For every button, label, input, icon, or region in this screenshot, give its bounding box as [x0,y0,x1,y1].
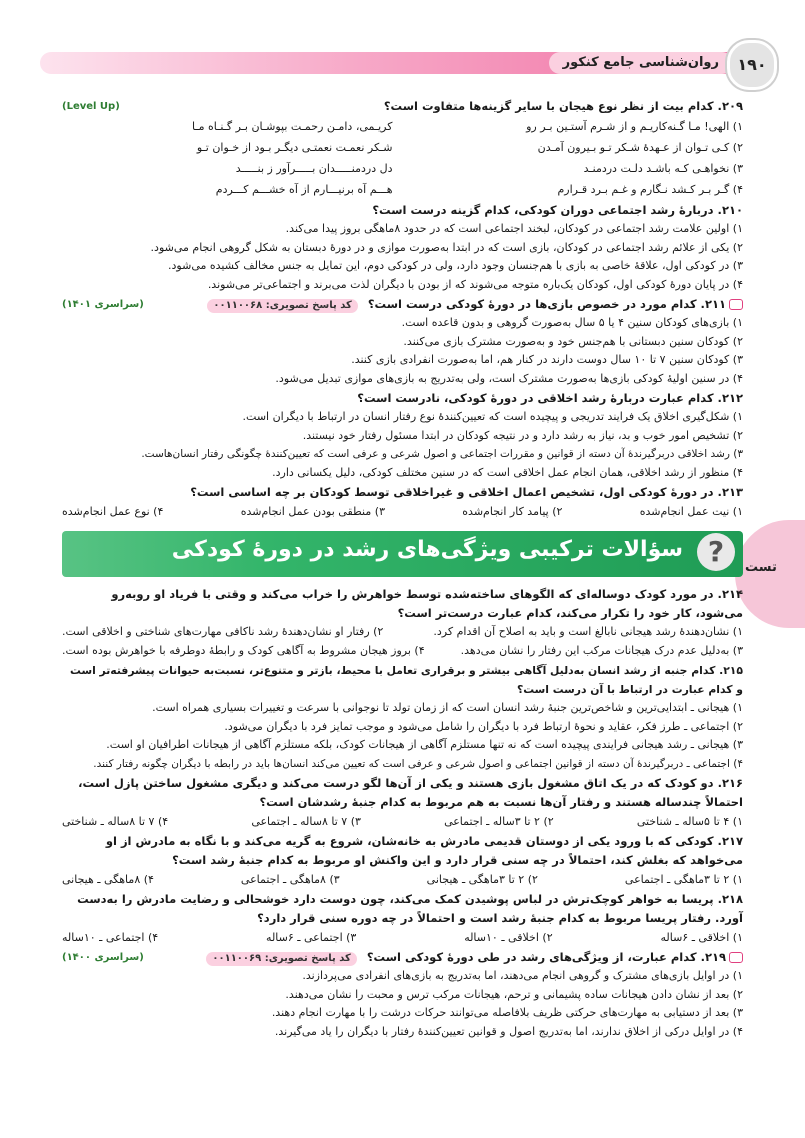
option: ۳) ۷ تا ۸ساله ـ اجتماعی [251,815,361,828]
option: ۳) رشد اخلاقی دربرگیرندهٔ آن دسته از قوانین و مقررات اجتماعی و اصول شرعی و عرفی است که تعیین‌کنندهٔ چگونگی رفتار انسان‌هاست. [141,448,743,460]
option: ۱) بازی‌های کودکان سنین ۴ یا ۵ سال به‌صورت گروهی و بدون قاعده است. [401,316,743,329]
page-number: ۱۹۰ [727,40,777,90]
question-211 [62,295,743,314]
question-215: ۲۱۵. کدام جنبه از رشد انسان به‌دلیل آگاهی بیشتر و برقراری تعامل با محیط، بازتر و متنوع‌تر، نسبت‌به حیوانات پیشرفته‌تر است و کدام عبارت در ارتباط با آن درست است؟ [70,664,743,696]
source-badge: (سراسری ۱۴۰۰) [62,952,144,963]
option: ۲) تشخیص امور خوب و بد، نیاز به رشد دارد و در نتیجه کودکان در ابتدا مسئول رفتار خود نیستند. [302,428,743,442]
side-tab [735,520,805,628]
option: ۳) هیجانی ـ رشد هیجانی فرایندی پیچیده است که نه تنها مستلزم آگاهی از هیجانات کودک، بلکه مستلزم آگاهی از هیجانات اطرافیان او است. [106,738,743,751]
option-second-hemistich: کریـمی، دامـن رحمـت بپوشـان بـر گـنـاه مـا [192,120,393,133]
option: ۲) یکی از علائم رشد اجتماعی در کودکان، بازی است که در ابتدا به‌صورت موازی و در دورهٔ دبستان به شکل گروهی انجام می‌شود. [150,240,743,254]
option: ۳) منطقی بودن عمل انجام‌شده [240,505,385,518]
option: ۳) بعد از دستیابی به مهارت‌های حرکتی ظریف بلافاصله می‌توانند حرکات درشت را با مهارت انجام دهند. [271,1006,743,1019]
question-text: ۲۱۹. کدام عبارت، از ویژگی‌های رشد در طی دورهٔ کودکی است؟ [366,950,726,964]
option: ۱) ۴ تا ۵ساله ـ شناختی [636,815,743,828]
option: ۳) در کودکی اول، علاقهٔ خاصی به بازی با هم‌جنسان وجود دارد، ولی در کودکی دوم، این تمایل به جنس مخالف کشیده می‌شود. [168,259,743,272]
option: ۳) اجتماعی ـ ۶ساله [266,931,357,944]
option: ۲) کـی تـوان از عـهدهٔ شـکر تـو بـیرون آمـدن [537,141,743,154]
answer-code-badge[interactable]: کد پاسخ تصویری: ۰۰۱۱۰۰۶۹ [206,952,356,966]
source-badge: (سراسری ۱۴۰۱) [62,299,144,310]
option-second-hemistich: شـکر نعمـت نعمتـی دیگـر بـود از خـوان تـو [196,141,393,154]
options-row [62,928,743,947]
option: ۴) اجتماعی ـ ۱۰ساله [62,931,159,944]
option: ۴) نوع عمل انجام‌شده [62,505,164,518]
option: ۱) اولین علامت رشد اجتماعی در کودکان، لبخند اجتماعی است که در حدود ۸ماهگی بروز پیدا می‌کند. [285,222,743,235]
question-210: ۲۱۰. دربارهٔ رشد اجتماعی دوران کودکی، کدام گزینه درست است؟ [372,203,743,217]
section-banner [62,531,743,577]
question-219 [62,948,743,967]
question-mark-icon: ? [697,533,735,571]
options-row [62,623,743,642]
option: ۴) ۷ تا ۸ساله ـ شناختی [62,815,169,828]
option: ۱) نشان‌دهندهٔ رشد هیجانی نابالغ است و باید به اصلاح آن اقدام کرد. [433,625,743,638]
option: ۴) منظور از رشد اخلاقی، همان انجام عمل اخلاقی است که در سنین مختلف کودکی، دلیل یکسانی دارد. [272,465,743,479]
question-218: ۲۱۸. پریسا به خواهر کوچک‌ترش در لباس پوشیدن کمک می‌کند، چون دوست دارد خوشحالی و رضایت مادرش را به‌دست آورد. رفتار پریسا مربوط به کدام جنبهٔ رشد است و احتمالاً در چه دوره سنی قرار دارد؟ [77,892,743,925]
option: ۱) ۲ تا ۳ماهگی ـ اجتماعی [624,873,743,886]
option: ۲) ۲ تا ۳ساله ـ اجتماعی [444,815,554,828]
question-212: ۲۱۲. کدام عبارت دربارهٔ رشد اخلاقی در دورهٔ کودکی، نادرست است؟ [357,391,743,405]
question-text: ۲۱۱. کدام مورد در خصوص بازی‌ها در دورهٔ کودکی درست است؟ [367,297,726,311]
option: ۳) نخواهـی کـه باشـد دلـت دردمنـد [583,162,743,175]
option-second-hemistich: دل دردمنـــــدان بـــــرآور ز بنـــــد [235,162,393,175]
option: ۳) به‌دلیل عدم درک هیجانات مرکب این رفتار را نشان می‌دهد. [460,643,743,657]
level-badge: (Level Up) [62,101,120,112]
video-icon[interactable] [729,952,743,963]
option: ۲) پیامد کار انجام‌شده [462,505,563,518]
option-second-hemistich: هـــم آه برنیـــارم از آه خشـــم کـــردم [215,183,393,196]
section-title: سؤالات ترکیبی ویژگی‌های رشد در دورهٔ کودکی [171,537,683,562]
options-row [62,642,743,661]
option: ۴) در پایان دورهٔ کودکی اول، کودکان یک‌باره متوجه می‌شوند که از بودن با دیگران لذت می‌برند و اجتماعی‌تر می‌شوند. [207,277,743,291]
question-209 [62,97,743,116]
option: ۲) رفتار او نشان‌دهندهٔ رشد ناکافی مهارت‌های شناختی و اخلاقی است. [62,625,384,638]
option: ۱) شکل‌گیری اخلاق یک فرایند تدریجی و پیچیده است که تعیین‌کنندهٔ نوع رفتار انسان در ارتباط با دیگران است. [242,410,743,423]
question-text: ۲۰۹. کدام بیت از نظر نوع هیجان با سایر گزینه‌ها متفاوت است؟ [383,99,743,113]
option: ۱) هیجانی ـ ابتدایی‌ترین و شاخص‌ترین جنبهٔ رشد انسان است که از زمان تولد تا نوجوانی با سرعت و تغییرات بسیاری همراه است. [152,701,743,714]
option: ۲) اخلاقی ـ ۱۰ساله [464,931,553,944]
options-row [62,502,743,521]
option: ۲) ۲ تا ۳ماهگی ـ هیجانی [426,873,538,886]
video-icon[interactable] [729,299,743,310]
question-214: ۲۱۴. در مورد کودک دوساله‌ای که الگوهای ساخته‌شده توسط خواهرش را خراب می‌کند و وقتی با فریاد او روبه‌رو می‌شود، کار خود را تکرار می‌کند، کدام عبارت درست‌تر است؟ [111,587,743,620]
option: ۳) کودکان سنین ۷ تا ۱۰ سال دوست دارند در کنار هم، اما به‌صورت انفرادی بازی کنند. [351,353,743,366]
book-title: روان‌شناسی جامع کنکور [549,52,733,74]
side-tab-label: تست [745,560,777,575]
option: ۳) ۸ماهگی ـ اجتماعی [240,873,340,886]
option: ۱) اخلاقی ـ ۶ساله [660,931,743,944]
question-217: ۲۱۷. کودکی که با ورود یکی از دوستان قدیمی مادرش به خانه‌شان، شروع به گریه می‌کند و با نگاه به مادرش از او می‌خواهد که بغلش کند، احتمالاً در چه سنی قرار دارد و این واکنش او مربوط به کدام جنبهٔ رشد است؟ [105,834,743,867]
option: ۴) بروز هیجان مشروط به آگاهی کودک و رابطهٔ دوطرفه با خواهرش بوده است. [62,643,425,657]
option: ۱) الهی! مـا گـنه‌کاریـم و از شـرم آستـین بـر رو [526,120,743,133]
option: ۲) اجتماعی ـ طرز فکر، عقاید و نحوهٔ ارتباط فرد با دیگران را شامل می‌شود و موجب تمایز فرد با دیگران می‌شود. [224,719,743,733]
option: ۴) در اوایل درکی از اخلاق ندارند، اما به‌تدریج اصول و قوانین تعیین‌کنندهٔ رفتار با دیگران را یاد می‌گیرند. [274,1024,743,1038]
option: ۲) بعد از نشان دادن هیجانات ساده پشیمانی و ترحم، هیجانات مرکب ترس و محبت را نشان می‌دهند. [285,987,743,1001]
options-row [62,812,743,831]
question-213: ۲۱۳. در دورهٔ کودکی اول، تشخیص اعمال اخلاقی و غیراخلاقی توسط کودکان بر چه اساسی است؟ [190,485,743,499]
poem-options [62,116,743,200]
option: ۴) در سنین اولیهٔ کودکی بازی‌ها به‌صورت مشترک است، ولی به‌تدریج به بازی‌های موازی تبدیل می‌شود. [275,371,743,385]
question-216: ۲۱۶. دو کودک که در یک اتاق مشغول بازی هستند و یکی از آن‌ها لگو درست می‌کند و دیگری مشغول ساختن پازل است، احتمالاً چندساله هستند و رفتار آن‌ها نسبت به هم مربوط به کدام جنبهٔ رشدشان است؟ [78,776,743,809]
option: ۱) در اوایل بازی‌های مشترک و گروهی انجام می‌دهند، اما به‌تدریج به بازی‌های انفرادی می‌پردازند. [302,969,743,982]
option: ۲) کودکان سنین دبستانی با هم‌جنس خود و به‌صورت مشترک بازی می‌کنند. [403,334,743,348]
answer-code-badge[interactable]: کد پاسخ تصویری: ۰۰۱۱۰۰۶۸ [207,299,357,313]
options-row [62,870,743,889]
option: ۴) ۸ماهگی ـ هیجانی [62,873,154,886]
option: ۱) نیت عمل انجام‌شده [639,505,743,518]
option: ۴) گـر بـر کـشد نـگارم و غـم بـرد قـرارم [557,183,743,196]
page-content [62,96,743,1041]
option: ۴) اجتماعی ـ دربرگیرندهٔ آن دسته از قوانین اجتماعی و اصول شرعی و عرفی است که تعیین می‌کند انسان‌ها باید در رابطه با دیگران چگونه رفتار کنند. [93,757,743,770]
